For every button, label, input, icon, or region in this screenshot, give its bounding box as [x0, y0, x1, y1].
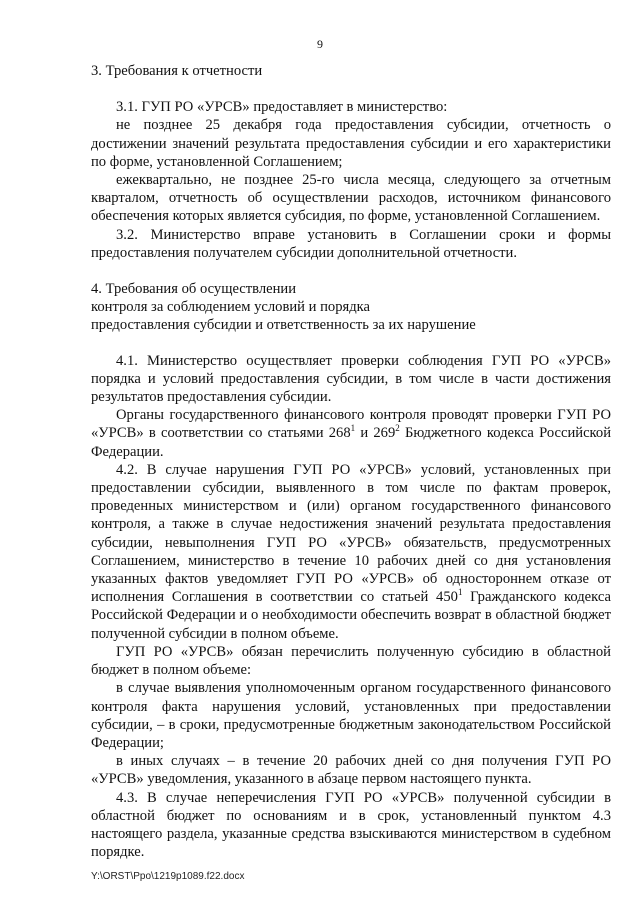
spacer: [91, 262, 611, 280]
superscript: 2: [395, 423, 400, 434]
section-4-heading-line-3: предоставления субсидии и ответственность за их нарушение: [91, 317, 476, 334]
spacer: [91, 335, 611, 352]
section-4-heading-line-1: 4. Требования об осуществлении: [91, 281, 297, 298]
paragraph-4-3: 4.3. В случае неперечисления ГУП РО «УРСВ» полученной субсидии в областной бюджет по основаниям и в срок, установленный пунктом 4.3 настоящего раздела, указанные средства взыскиваются министерством в судебном порядке.: [91, 789, 611, 861]
paragraph-4-1: 4.1. Министерство осуществляет проверки соблюдения ГУП РО «УРСВ» порядка и условий предоставления субсидии, в том числе в части достижения результатов предоставления субсидии.: [91, 352, 611, 406]
superscript: 1: [457, 587, 463, 598]
paragraph-3-1-b: ежеквартально, не позднее 25-го числа месяца, следующего за отчетным кварталом, отчетность об осуществлении расходов, источником финансового обеспечения которых является субсидия, по форме, установленной Соглашением.: [91, 172, 611, 225]
paragraph-4-2-case-1: в случае выявления уполномоченным органом государственного финансового контроля факта нарушения условий, установленных при предоставлении субсидии, – в сроки, предусмотренные бюджетным законодательством Российской Федерации;: [91, 680, 611, 751]
paragraph-3-1-a: не позднее 25 декабря года предоставления субсидии, отчетность о достижении значений результата предоставления субсидии и его характеристики по форме, установленной Соглашением;: [91, 117, 611, 170]
paragraph-4-2-refund: ГУП РО «УРСВ» обязан перечислить полученную субсидию в областной бюджет в полном объеме:: [91, 643, 611, 679]
file-path-footer: Y:\ORST\Ppo\1219p1089.f22.docx: [91, 871, 245, 882]
document-body: [91, 62, 611, 861]
text-run: Бюджетного кодекса Российской Федерации.: [91, 425, 612, 460]
paragraph-3-1: 3.1. ГУП РО «УРСВ» предоставляет в министерство:: [116, 99, 448, 116]
paragraph-3-2: 3.2. Министерство вправе установить в Соглашении сроки и формы предоставления получателем субсидии дополнительной отчетности.: [91, 226, 611, 261]
page-number: 9: [317, 37, 323, 51]
superscript: 1: [350, 423, 356, 434]
paragraph-4-2: [91, 461, 611, 643]
paragraph-4-1-control: [91, 406, 611, 461]
text-run: Гражданского кодекса Российской Федерации и о необходимости обеспечить возврат в областной бюджет полученной субсидии в полном объеме.: [91, 589, 611, 642]
text-run: Органы государственного финансового контроля проводят проверки ГУП РО «УРСВ» в соответствии со статьями 268: [91, 407, 611, 442]
text-run: и 269: [355, 425, 396, 442]
text-run: 4.2. В случае нарушения ГУП РО «УРСВ» условий, установленных при предоставлении субсидии, выявленного в том числе по фактам проверок, проведенных министерством и (или) органом государственного финансового контроля, а также в случае недостижения значений результата предоставления субсидии, невыполнения ГУП РО «УРСВ» обязательств, предусмотренных Соглашением, министерство в течение 10 рабочих дней со дня установления указанных фактов уведомляет ГУП РО «УРСВ» об одностороннем отказе от исполнения Соглашения в соответствии со статьей 450: [91, 461, 611, 606]
paragraph-4-2-case-2: в иных случаях – в течение 20 рабочих дней со дня получения ГУП РО «УРСВ» уведомления, указанного в абзаце первом настоящего пункта.: [91, 753, 611, 788]
section-4-heading-line-2: контроля за соблюдением условий и порядка: [91, 299, 370, 316]
section-3-heading: 3. Требования к отчетности: [91, 63, 263, 79]
spacer: [91, 80, 611, 98]
